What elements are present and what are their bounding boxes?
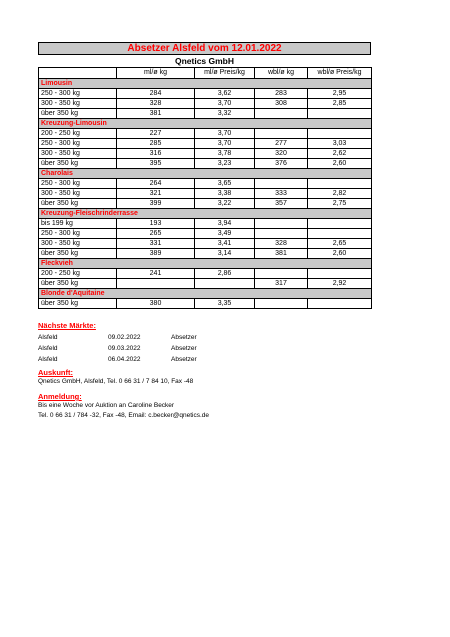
- value-cell: 3,78: [195, 149, 255, 159]
- header-cell-weight: [39, 68, 117, 79]
- value-cell: 3,23: [195, 159, 255, 169]
- value-cell: [255, 219, 308, 229]
- table-row: [39, 89, 372, 99]
- header-cell-ml-price: ml/ø Preis/kg: [195, 68, 255, 79]
- market-date: 06.04.2022: [108, 356, 141, 363]
- value-cell: 241: [117, 269, 195, 279]
- value-cell: 3,62: [195, 89, 255, 99]
- table-row: [39, 129, 372, 139]
- header-cell-wbl-kg: wbl/ø kg: [255, 68, 308, 79]
- weight-class-cell: bis 199 kg: [39, 219, 117, 229]
- price-report: [38, 42, 371, 309]
- value-cell: 3,70: [195, 129, 255, 139]
- value-cell: 2,82: [308, 189, 372, 199]
- table-row: [39, 219, 372, 229]
- value-cell: 328: [255, 239, 308, 249]
- header-cell-wbl-price: wbl/ø Preis/kg: [308, 68, 372, 79]
- value-cell: 2,75: [308, 199, 372, 209]
- group-name: Kreuzung-Fleischrinderrasse: [39, 209, 372, 219]
- value-cell: 380: [117, 299, 195, 309]
- value-cell: 376: [255, 159, 308, 169]
- value-cell: 277: [255, 139, 308, 149]
- value-cell: 3,03: [308, 139, 372, 149]
- report-title: Absetzer Alsfeld vom 12.01.2022: [38, 42, 371, 55]
- value-cell: 285: [117, 139, 195, 149]
- value-cell: [308, 179, 372, 189]
- value-cell: 2,92: [308, 279, 372, 289]
- value-cell: 193: [117, 219, 195, 229]
- market-place: Alsfeld: [38, 345, 58, 352]
- info-section: [38, 368, 338, 387]
- weight-class-cell: 250 - 300 kg: [39, 229, 117, 239]
- weight-class-cell: 300 - 350 kg: [39, 99, 117, 109]
- value-cell: [308, 219, 372, 229]
- weight-class-cell: 300 - 350 kg: [39, 239, 117, 249]
- market-type: Absetzer: [171, 345, 197, 352]
- price-table-body: [39, 68, 372, 309]
- weight-class-cell: 250 - 300 kg: [39, 89, 117, 99]
- value-cell: 321: [117, 189, 195, 199]
- group-row: [39, 79, 372, 89]
- table-row: [39, 109, 372, 119]
- value-cell: 2,60: [308, 249, 372, 259]
- market-row: [38, 343, 238, 354]
- value-cell: 308: [255, 99, 308, 109]
- weight-class-cell: 300 - 350 kg: [39, 189, 117, 199]
- value-cell: 3,32: [195, 109, 255, 119]
- registration-heading: Anmeldung:: [38, 392, 82, 401]
- value-cell: [195, 279, 255, 289]
- weight-class-cell: über 350 kg: [39, 299, 117, 309]
- value-cell: [308, 109, 372, 119]
- value-cell: 317: [255, 279, 308, 289]
- value-cell: 316: [117, 149, 195, 159]
- value-cell: [308, 299, 372, 309]
- value-cell: 333: [255, 189, 308, 199]
- value-cell: 2,85: [308, 99, 372, 109]
- value-cell: 3,70: [195, 139, 255, 149]
- weight-class-cell: 300 - 350 kg: [39, 149, 117, 159]
- markets-list: [38, 332, 238, 365]
- value-cell: 265: [117, 229, 195, 239]
- weight-class-cell: 200 - 250 kg: [39, 129, 117, 139]
- group-name: Fleckvieh: [39, 259, 372, 269]
- value-cell: 357: [255, 199, 308, 209]
- market-row: [38, 354, 238, 365]
- weight-class-cell: über 350 kg: [39, 249, 117, 259]
- weight-class-cell: 250 - 300 kg: [39, 179, 117, 189]
- group-row: [39, 209, 372, 219]
- markets-section: [38, 321, 238, 365]
- table-row: [39, 99, 372, 109]
- table-row: [39, 279, 372, 289]
- value-cell: 3,41: [195, 239, 255, 249]
- value-cell: 331: [117, 239, 195, 249]
- group-name: Charolais: [39, 169, 372, 179]
- info-text: Qnetics GmbH, Alsfeld, Tel. 0 66 31 / 7 84 10, Fax -48: [38, 378, 194, 385]
- value-cell: 3,49: [195, 229, 255, 239]
- value-cell: 284: [117, 89, 195, 99]
- market-date: 09.03.2022: [108, 345, 141, 352]
- value-cell: [308, 129, 372, 139]
- header-cell-ml-kg: ml/ø kg: [117, 68, 195, 79]
- group-name: Blonde d'Aquitaine: [39, 289, 372, 299]
- weight-class-cell: über 350 kg: [39, 109, 117, 119]
- table-row: [39, 239, 372, 249]
- group-row: [39, 289, 372, 299]
- value-cell: 320: [255, 149, 308, 159]
- value-cell: 3,14: [195, 249, 255, 259]
- group-name: Kreuzung-Limousin: [39, 119, 372, 129]
- market-place: Alsfeld: [38, 356, 58, 363]
- table-row: [39, 249, 372, 259]
- value-cell: 399: [117, 199, 195, 209]
- weight-class-cell: über 350 kg: [39, 159, 117, 169]
- value-cell: [255, 299, 308, 309]
- value-cell: [308, 229, 372, 239]
- markets-heading: Nächste Märkte:: [38, 321, 96, 330]
- table-row: [39, 149, 372, 159]
- company-name: Qnetics GmbH: [174, 56, 235, 66]
- value-cell: 328: [117, 99, 195, 109]
- market-row: [38, 332, 238, 343]
- value-cell: 2,62: [308, 149, 372, 159]
- value-cell: 3,22: [195, 199, 255, 209]
- market-type: Absetzer: [171, 356, 197, 363]
- value-cell: 3,65: [195, 179, 255, 189]
- weight-class-cell: über 350 kg: [39, 199, 117, 209]
- table-header-row: [39, 68, 372, 79]
- weight-class-cell: 200 - 250 kg: [39, 269, 117, 279]
- value-cell: 381: [117, 109, 195, 119]
- group-name: Limousin: [39, 79, 372, 89]
- value-cell: [255, 109, 308, 119]
- price-table: [38, 67, 372, 309]
- value-cell: 2,86: [195, 269, 255, 279]
- value-cell: 2,95: [308, 89, 372, 99]
- table-row: [39, 159, 372, 169]
- market-type: Absetzer: [171, 334, 197, 341]
- group-row: [39, 169, 372, 179]
- value-cell: 381: [255, 249, 308, 259]
- registration-line-2: Tel. 0 66 31 / 784 -32, Fax -48, Email: c.becker@qnetics.de: [38, 412, 209, 419]
- table-row: [39, 269, 372, 279]
- value-cell: 227: [117, 129, 195, 139]
- info-heading: Auskunft:: [38, 368, 73, 377]
- registration-section: [38, 392, 358, 421]
- table-row: [39, 299, 372, 309]
- value-cell: [255, 269, 308, 279]
- table-row: [39, 199, 372, 209]
- weight-class-cell: 250 - 300 kg: [39, 139, 117, 149]
- value-cell: 283: [255, 89, 308, 99]
- value-cell: 2,60: [308, 159, 372, 169]
- value-cell: 3,94: [195, 219, 255, 229]
- group-row: [39, 259, 372, 269]
- value-cell: 3,38: [195, 189, 255, 199]
- value-cell: [117, 279, 195, 289]
- table-row: [39, 179, 372, 189]
- table-row: [39, 139, 372, 149]
- value-cell: 389: [117, 249, 195, 259]
- value-cell: [255, 129, 308, 139]
- value-cell: [255, 229, 308, 239]
- weight-class-cell: über 350 kg: [39, 279, 117, 289]
- value-cell: 3,70: [195, 99, 255, 109]
- value-cell: 395: [117, 159, 195, 169]
- value-cell: [255, 179, 308, 189]
- table-row: [39, 189, 372, 199]
- value-cell: 264: [117, 179, 195, 189]
- value-cell: [308, 269, 372, 279]
- market-place: Alsfeld: [38, 334, 58, 341]
- value-cell: 3,35: [195, 299, 255, 309]
- table-row: [39, 229, 372, 239]
- registration-line-1: Bis eine Woche vor Auktion an Caroline Becker: [38, 402, 175, 409]
- group-row: [39, 119, 372, 129]
- value-cell: 2,65: [308, 239, 372, 249]
- market-date: 09.02.2022: [108, 334, 141, 341]
